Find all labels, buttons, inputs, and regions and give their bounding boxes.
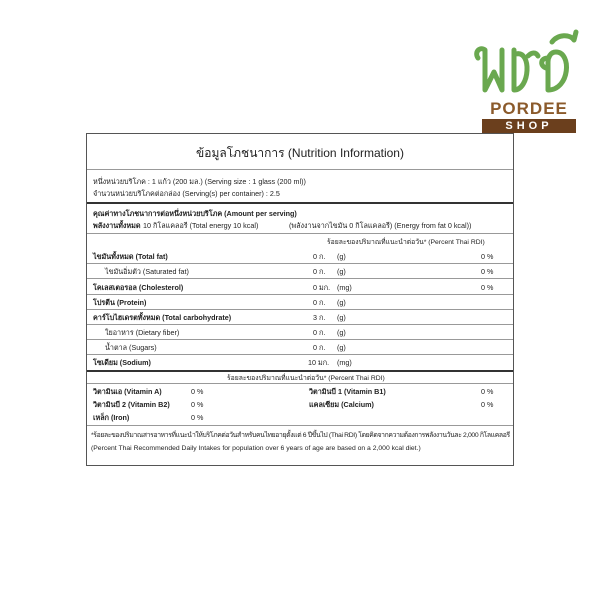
- divider: [87, 233, 513, 234]
- vitamin-label: วิตามินเอ (Vitamin A): [93, 387, 162, 396]
- nutrient-label: น้ำตาล (Sugars): [105, 343, 157, 352]
- vitamin-pct: 0 %: [191, 400, 204, 409]
- nutrient-unit: (g): [337, 313, 346, 322]
- divider: [87, 278, 513, 279]
- energy-from-fat: (พลังงานจากไขมัน 0 กิโลแคลอรี) (Energy from fat 0 kcal)): [289, 221, 472, 230]
- nutrient-unit: (g): [337, 343, 346, 352]
- divider: [87, 309, 513, 310]
- nutrient-amount: 0 ก.: [313, 267, 326, 276]
- divider: [87, 263, 513, 264]
- footnote-english: (Percent Thai Recommended Daily Intakes for population over 6 years of age are based on a 2,000 kcal diet.): [91, 445, 421, 452]
- energy-value: 10 กิโลแคลอรี (Total energy 10 kcal): [143, 221, 259, 230]
- nutrient-label: โปรตีน (Protein): [93, 298, 147, 307]
- logo-shop-banner: SHOP: [482, 119, 576, 133]
- divider: [87, 370, 513, 372]
- nutrient-label: ไขมันทั้งหมด (Total fat): [93, 252, 168, 261]
- divider: [87, 324, 513, 325]
- nutrient-amount: 10 มก.: [308, 358, 330, 367]
- nutrient-pct: 0 %: [481, 267, 494, 276]
- serving-size: หนึ่งหน่วยบริโภค : 1 แก้ว (200 มล.) (Serving size : 1 glass (200 ml)): [93, 177, 306, 186]
- nutrient-unit: (mg): [337, 283, 352, 292]
- vitamin-pct: 0 %: [481, 400, 494, 409]
- nutrient-amount: 0 มก.: [313, 283, 331, 292]
- nutrient-unit: (g): [337, 252, 346, 261]
- divider: [87, 294, 513, 295]
- vitamin-pct: 0 %: [191, 413, 204, 422]
- divider: [87, 169, 513, 170]
- vitamin-label: วิตามินบี 1 (Vitamin B1): [309, 387, 386, 396]
- nutrient-unit: (g): [337, 298, 346, 307]
- rdi-header: ร้อยละของปริมาณที่แนะนำต่อวัน* (Percent Thai RDI): [327, 239, 485, 246]
- vitamin-pct: 0 %: [481, 387, 494, 396]
- nutrition-facts-panel: [86, 133, 514, 466]
- nutrient-label: ไขมันอิ่มตัว (Saturated fat): [105, 267, 189, 276]
- vitamins-rdi-header: ร้อยละของปริมาณที่แนะนำต่อวัน* (Percent Thai RDI): [227, 375, 385, 382]
- nutrient-pct: 0 %: [481, 252, 494, 261]
- nutrient-unit: (g): [337, 328, 346, 337]
- nutrient-amount: 0 ก.: [313, 252, 326, 261]
- divider: [87, 383, 513, 384]
- nutrient-label: โซเดียม (Sodium): [93, 358, 151, 367]
- divider: [87, 425, 513, 426]
- pordee-shop-logo: [470, 28, 588, 132]
- vitamin-label: แคลเซียม (Calcium): [309, 400, 374, 409]
- footnote-thai: *ร้อยละของปริมาณสารอาหารที่แนะนำให้บริโภคต่อวันสำหรับคนไทยอายุตั้งแต่ 6 ปีขึ้นไป (Thai RDI) โดยคิดจากความต้องการพลังงานวันละ 2,000 กิโลแคลอรี: [91, 432, 510, 439]
- nutrient-amount: 0 ก.: [313, 343, 326, 352]
- nutrient-label: โคเลสเตอรอล (Cholesterol): [93, 283, 184, 292]
- panel-title: ข้อมูลโภชนาการ (Nutrition Information): [196, 146, 404, 160]
- nutrient-pct: 0 %: [481, 283, 494, 292]
- nutrient-unit: (g): [337, 267, 346, 276]
- vitamin-label: วิตามินบี 2 (Vitamin B2): [93, 400, 170, 409]
- divider: [87, 339, 513, 340]
- nutrient-amount: 0 ก.: [313, 298, 326, 307]
- nutrient-unit: (mg): [337, 358, 352, 367]
- divider: [87, 202, 513, 204]
- nutrient-label: คาร์โบไฮเดรตทั้งหมด (Total carbohydrate): [93, 313, 232, 322]
- vitamin-label: เหล็ก (Iron): [93, 413, 130, 422]
- amount-per-serving: คุณค่าทางโภชนาการต่อหนึ่งหน่วยบริโภค (Amount per serving): [93, 209, 297, 218]
- logo-thai-lettering: [470, 28, 588, 100]
- servings-per-container: จำนวนหน่วยบริโภคต่อกล่อง (Serving(s) per container) : 2.5: [93, 189, 280, 198]
- logo-word: PORDEE: [490, 99, 568, 118]
- nutrient-amount: 3 ก.: [313, 313, 326, 322]
- nutrient-amount: 0 ก.: [313, 328, 326, 337]
- nutrient-label: ใยอาหาร (Dietary fiber): [105, 328, 180, 337]
- energy-label: พลังงานทั้งหมด: [93, 221, 141, 230]
- divider: [87, 354, 513, 355]
- vitamin-pct: 0 %: [191, 387, 204, 396]
